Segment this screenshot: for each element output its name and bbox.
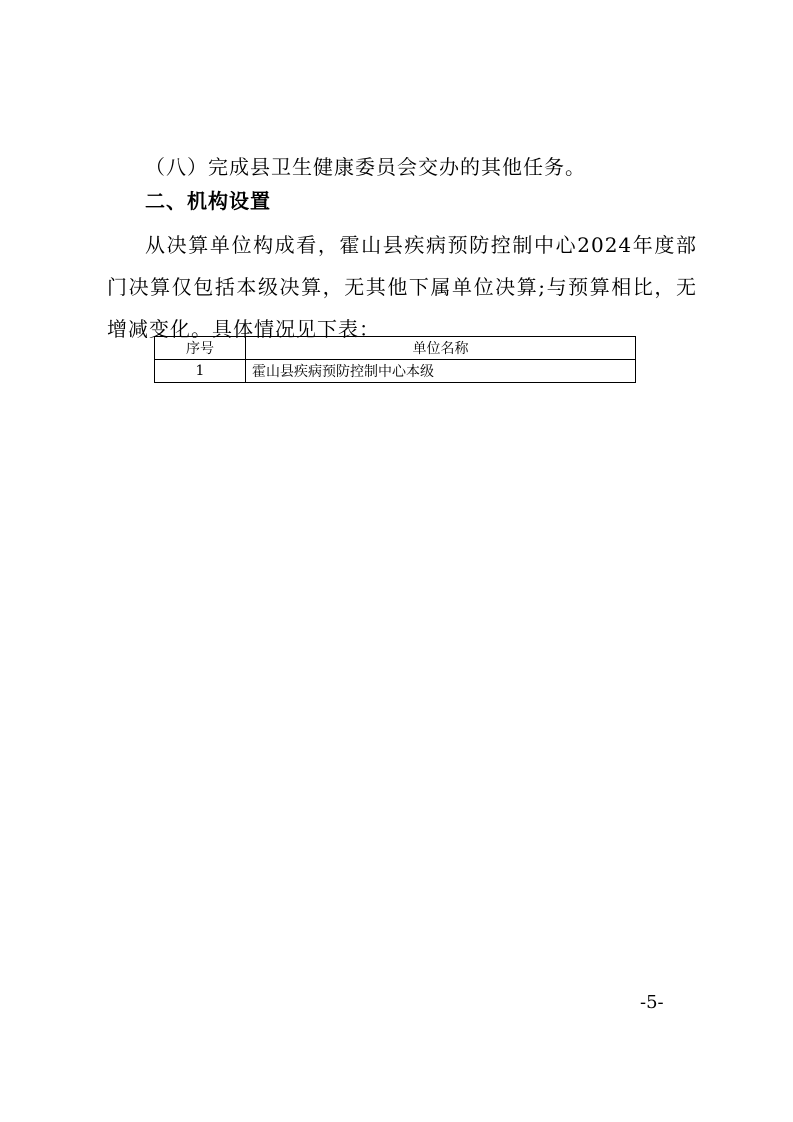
cell-serial-number: 1 <box>155 360 246 383</box>
table-row <box>155 360 636 383</box>
page-number: -5- <box>640 992 664 1013</box>
table-header-row <box>155 337 636 360</box>
section-heading: 二、机构设置 <box>145 189 271 213</box>
body-paragraph: 从决算单位构成看，霍山县疾病预防控制中心2024年度部门决算仅包括本级决算，无其他下属单位决算;与预算相比，无增减变化。具体情况见下表： <box>107 233 697 341</box>
header-unit-name: 单位名称 <box>246 337 636 360</box>
header-serial-number: 序号 <box>155 337 246 360</box>
cell-unit-name: 霍山县疾病预防控制中心本级 <box>246 360 636 383</box>
unit-table <box>154 336 636 383</box>
list-item-eight: （八）完成县卫生健康委员会交办的其他任务。 <box>145 155 586 179</box>
